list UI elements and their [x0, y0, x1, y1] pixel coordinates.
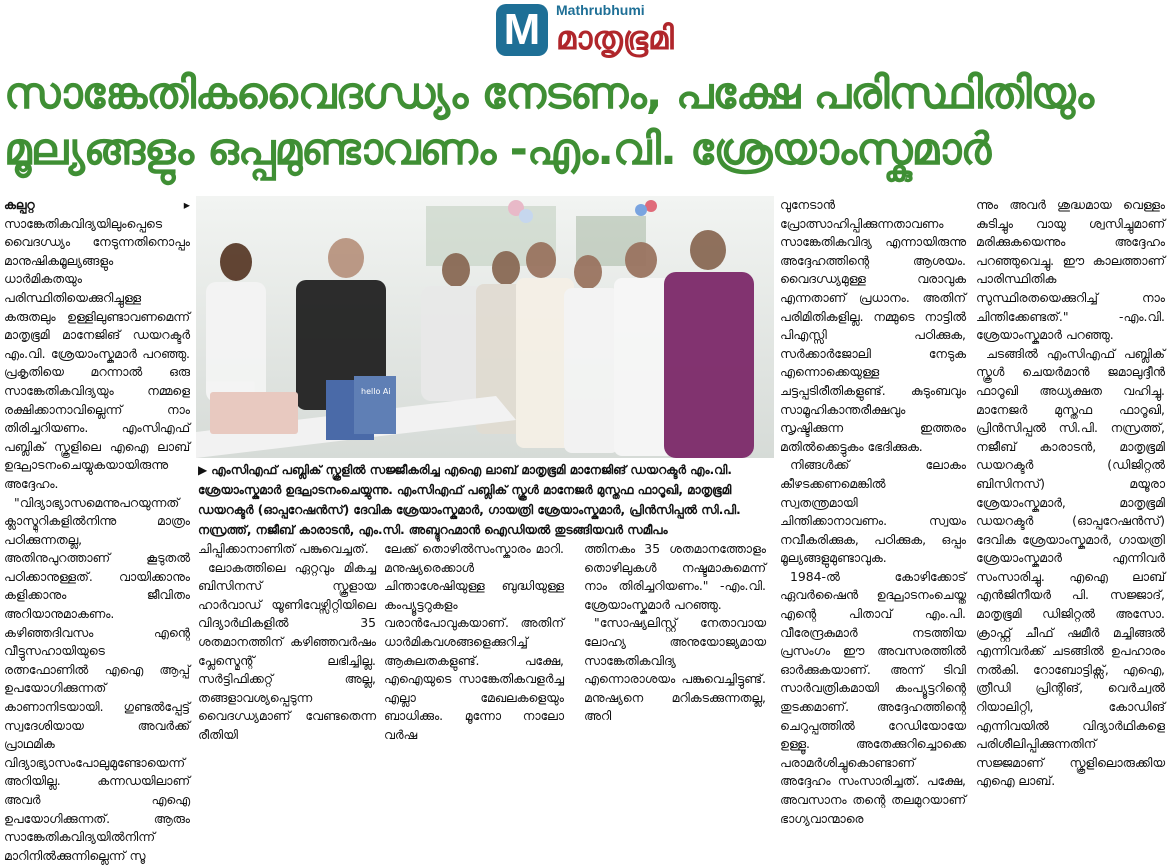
article-column-2 — [198, 540, 376, 690]
paragraph: 1984-ൽ കോഴിക്കോട് ഏവർഷൈൻ ഉദ്ഘാടനംചെയ്ത എന്റെ പിതാവ് എം.പി. വീരേന്ദ്രകുമാർ നടത്തിയ പ്രസംഗം ഈ അവസരത്തിൽ ഓർക്കുകയാണ്. അന്ന് ടിവി സാർവത്രികമായി കംപ്യൂട്ടറിന്റെ തുടക്കമാണ്. അദ്ദേഹത്തിന്റെ ചെറുപ്പത്തിൽ റേഡിയോയേ ഉള്ളൂ. അതേക്കുറിച്ചൊക്കെ പരാമർശിച്ചുകൊണ്ടാണ് അദ്ദേഹം സംസാരിച്ചത്. പക്ഷേ, അവസാനം തന്റെ തലമുറയാണ് ഭാഗ്യവാന്മാരെ — [780, 568, 966, 828]
paragraph: ലോകത്തിലെ ഏറ്റവും മികച്ച ബിസിനസ് സ്കൂളായ ഹാർവാഡ് യൂണിവേഴ്സിറ്റിയിലെ വിദ്യാർഥികളിൽ 35 ശതമാനത്തിന് കഴിഞ്ഞവർഷം പ്ലേസ്മെന്റ് ലഭിച്ചില്ല. സർട്ടിഫിക്കറ്റ് അല്ല, തങ്ങളാവശ്യപ്പെടുന്ന വൈദഗ്ധ്യമാണ് വേണ്ടതെന്ന രീതിയി — [198, 559, 376, 745]
caption-text: എംസിഎഫ് പബ്ലിക് സ്കൂളിൽ സജ്ജീകരിച്ച എഐ ലാബ് മാതൃഭൂമി മാനേജിങ് ഡയറക്ടർ എം.വി. ശ്രേയാംസ്കുമാർ ഉദ്ഘാടനംചെയ്യുന്നു. എംസിഎഫ് പബ്ലിക് സ്കൂൾ മാനേജർ മുസ്തഫ ഫാറൂഖി, മാതൃഭൂമി ഡയറക്ടർ (ഓപ്പറേഷൻസ്) ദേവിക ശ്രേയാംസ്കുമാർ, ഗായത്രി ശ്രേയാംസ്കുമാർ, പ്രിൻസിപ്പൽ സി.പി. നസ്രത്ത്, നജീബ് കാരാടൻ, എം.സി. അബ്ദുറഹ്മാൻ ഐഡിയൽ തുടങ്ങിയവർ സമീപം — [198, 463, 741, 537]
photo-illustration — [196, 196, 774, 458]
masthead — [496, 2, 674, 58]
article-column-4 — [584, 540, 766, 690]
paragraph — [4, 196, 190, 494]
paragraph-text: സാങ്കേതികവിദ്യയിലുംപ്പെടെ വൈദഗ്ധ്യം നേടുന്നതിനൊപ്പം മാനുഷികമൂല്യങ്ങളും ധാർമികതയും പരിസ്ഥിതിയെക്കുറിച്ചുള്ള കരുതലും ഉള്ളിലുണ്ടാവണമെന്ന് മാതൃഭൂമി മാനേജിങ് ഡയറക്ടർ എം.വി. ശ്രേയാംസ്കുമാർ പറഞ്ഞു. പ്രകൃതിയെ മറന്നാൽ ഒരു സാങ്കേതികവിദ്യയും നമ്മളെ രക്ഷിക്കാനാവില്ലെന്ന് നാം തിരിച്ചറിയണം. എംസിഎഫ് പബ്ലിക് സ്കൂളിലെ എഐ ലാബ് ഉദ്ഘാടനംചെയ്യുകയായിരുന്നു അദ്ദേഹം. — [4, 216, 190, 491]
paragraph: "വിദ്യാഭ്യാസമെന്നുപറയുന്നത് ക്ലാസ്മുറികളിൽനിന്നു മാത്രം പഠിക്കുന്നതല്ല, അതിനുപുറത്താണ് കൂടുതൽ പഠിക്കാനുള്ളത്. വായിക്കാനും കളിക്കാനും ജീവിതം അറിയാനുമാകണം. കഴിഞ്ഞദിവസം എന്റെ വീട്ടുസഹായിയുടെ രത്നഫോണിൽ എഐ ആപ്പ് ഉപയോഗിക്കുന്നത് കാണാനിടയായി. ഗുണ്ടൽപ്പേട്ട് സ്വദേശിയായ അവർക്ക് പ്രാഥമിക വിദ്യാഭ്യാസംപോലുമുണ്ടോയെന്ന് അറിയില്ല. കന്നഡയിലാണ് അവർ എഐ ഉപയോഗിക്കുന്നത്. ആരും സാങ്കേതികവിദ്യയിൽനിന്ന് മാറിനിൽക്കുന്നില്ലെന്ന് സൂ — [4, 494, 190, 865]
dateline-arrow-icon: ▸ — [35, 197, 190, 212]
paragraph: ന്നും അവർ ശുദ്ധമായ വെള്ളം കുടിച്ചും വായു ശ്വസിച്ചുമാണ് മരിക്കുകയെന്നും അദ്ദേഹം പറഞ്ഞുവെച്ചു. ഈ കാലത്താണ് പാരിസ്ഥിതിക സുസ്ഥിരതയെക്കുറിച്ച് നാം ചിന്തിക്കേണ്ടത്." -എം.വി. ശ്രേയാംസ്കുമാർ പറഞ്ഞു. — [976, 196, 1165, 345]
paragraph: വുനേടാൻ പ്രോത്സാഹിപ്പിക്കുന്നതാവണം സാങ്കേതികവിദ്യ എന്നായിരുന്നു അദ്ദേഹത്തിന്റെ ആശയം. വൈദഗ്ധ്യമുള്ള വരാവുക എന്നതാണ് പ്രധാനം. അതിന് പരിമിതികളില്ല. നമ്മുടെ നാട്ടിൽ പിഎസ്സി പഠിക്കുക, സർക്കാർജോലി നേടുക എന്നൊക്കെയുള്ള ചട്ടപ്പടിരീതികളുണ്ട്. കുടുംബവും സാമൂഹികാന്തരീക്ഷവും സൃഷ്ടിക്കുന്ന ഇത്തരം മതിൽക്കെട്ടുകം ഭേദിക്കുക. — [780, 196, 966, 456]
paragraph: ലേക്ക് തൊഴിൽസംസ്കാരം മാറി. മനുഷ്യരെക്കാൾ ചിന്താശേഷിയുള്ള ബുദ്ധിയുള്ള കംപ്യൂട്ടറുകളം വരാൻപോവുകയാണ്. അതിന് ധാർമികവശങ്ങളെക്കുറിച്ച് ആകുലതകളുണ്ട്. പക്ഷേ, എഐയുടെ സാങ്കേതികവളർച്ച എല്ലാ മേഖലകളെയും ബാധിക്കും. മൂന്നോ നാലോ വർഷ — [384, 540, 564, 745]
article-column-5 — [780, 196, 966, 690]
paragraph: "സോഷ്യലിസ്റ്റ് നേതാവായ ലോഹ്യ അനുയോജ്യമായ സാങ്കേതികവിദ്യ എന്നൊരാശയം പങ്കുവെച്ചിട്ടുണ്ട്. മനുഷ്യനെ മറികടക്കുന്നതല്ല, അറി — [584, 614, 766, 726]
book-title: hello Ai — [361, 387, 391, 396]
paragraph: ത്തിനകം 35 ശതമാനത്തോളം തൊഴിലുകൾ നഷ്ടമാകുമെന്ന് നാം തിരിച്ചറിയണം." -എം.വി. ശ്രേയാംസ്കുമാർ പറഞ്ഞു. — [584, 540, 766, 614]
article-column-6 — [976, 196, 1165, 690]
logo-icon: M — [496, 4, 548, 56]
dateline: കല്പറ്റ — [4, 197, 35, 212]
headline-line-2: മൂല്യങ്ങളും ഒപ്പമുണ്ടാവണം -എം.വി. ശ്രേയാംസ്കുമാർ — [4, 124, 1166, 175]
paragraph: ചിപ്പിക്കാനാണിത് പങ്കുവെച്ചത്. — [198, 540, 376, 559]
article-photo — [196, 196, 774, 458]
photo-caption — [198, 460, 774, 540]
paragraph: ചടങ്ങിൽ എംസിഎഫ് പബ്ലിക് സ്കൂൾ ചെയർമാൻ ജമാലുദ്ദീൻ ഫാറൂഖി അധ്യക്ഷത വഹിച്ചു. മാനേജർ മുസ്തഫ ഫാറൂഖി, പ്രിൻസിപ്പൽ സി.പി. നസ്രത്ത്, നജീബ് കാരാടൻ, മാതൃഭൂമി ഡയറക്ടർ (ഡിജിറ്റൽ ബിസിനസ്) മയൂരാ ശ്രേയാംസ്കുമാർ, മാതൃഭൂമി ഡയറക്ടർ (ഓപ്പറേഷൻസ്) ദേവിക ശ്രേയാംസ്കുമാർ, ഗായത്രി ശ്രേയാംസ്കുമാർ എന്നിവർ സംസാരിച്ചു. എഐ ലാബ് എൻജിനീയർ പി. സജ്ജാദ്, മാതൃഭൂമി ഡിജിറ്റൽ അസോ. ക്രാഫ്റ്റ് ചീഫ് ഷമീർ മച്ചിങ്ങൽ എന്നിവർക്ക് ചടങ്ങിൽ ഉപഹാരം നൽകി. റോബോട്ടിക്സ്, എഐ, ത്രീഡി പ്രിന്റിങ്, വെർച്വൽ റിയാലിറ്റി, കോഡിങ് എന്നിവയിൽ വിദ്യാർഥികളെ പരിശീലിപ്പിക്കുന്നതിന് സജ്ജമാണ് സ്കൂളിലൊരുക്കിയ എഐ ലാബ്. — [976, 345, 1165, 791]
article-column-3 — [384, 540, 564, 690]
caption-arrow-icon: ▶ — [198, 463, 207, 477]
paragraph: നിങ്ങൾക്ക് ലോകം കീഴടക്കണമെങ്കിൽ സ്വതന്ത്രമായി ചിന്തിക്കാനാവണം. സ്വയം നവീകരിക്കുക, പഠിക്കുക, ഒപ്പം മൂല്യങ്ങളുമുണ്ടാവുക. — [780, 456, 966, 568]
brand-block — [556, 2, 674, 58]
article-column-1 — [4, 196, 190, 690]
headline-line-1: സാങ്കേതികവൈദഗ്ധ്യം നേടണം, പക്ഷേ പരിസ്ഥിതിയും — [4, 68, 1166, 119]
brand-malayalam: മാതൃഭൂമി — [556, 19, 674, 58]
brand-english: Mathrubhumi — [556, 2, 674, 18]
